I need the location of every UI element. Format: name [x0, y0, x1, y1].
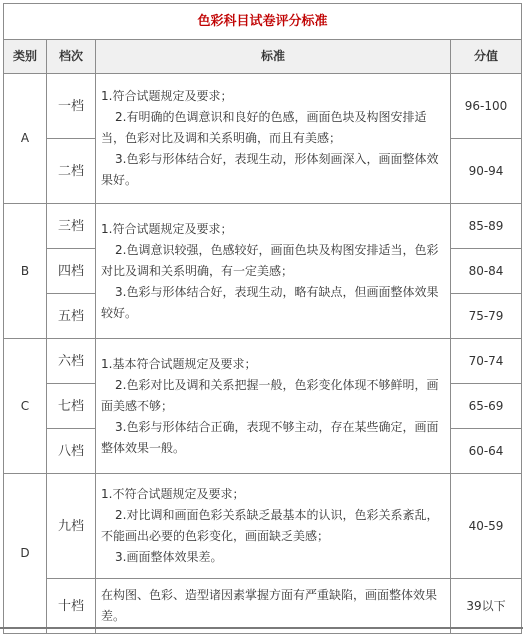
grade-cell: 七档 [47, 384, 96, 429]
table-row [4, 579, 522, 634]
score-cell: 65-69 [451, 384, 522, 429]
table-title: 色彩科目试卷评分标准 [4, 4, 522, 40]
table-row [4, 74, 522, 139]
score-cell: 40-59 [451, 474, 522, 579]
table-row [4, 474, 522, 579]
grade-cell: 三档 [47, 204, 96, 249]
standard-line: 1.符合试题规定及要求； [101, 89, 233, 103]
header-standard: 标准 [96, 40, 451, 74]
standard-line: 2.对比调和画面色彩关系缺乏最基本的认识，色彩关系紊乱，不能画出必要的色彩变化，画面缺乏美感； [101, 508, 439, 543]
score-cell: 60-64 [451, 429, 522, 474]
score-cell: 85-89 [451, 204, 522, 249]
standard-line: 2.有明确的色调意识和良好的色感，画面色块及构图安排适当，色彩对比及调和关系明确，而且有美感； [101, 110, 427, 145]
table-row [4, 339, 522, 384]
score-cell: 96-100 [451, 74, 522, 139]
standard-line: 1.符合试题规定及要求； [101, 221, 233, 236]
standard-line: 在构图、色彩、造型诸因素掌握方面有严重缺陷，画面整体效果差。 [101, 588, 438, 623]
standard-cell [96, 74, 451, 204]
grade-cell: 九档 [47, 474, 96, 579]
standard-cell [96, 204, 451, 339]
table-row [4, 204, 522, 249]
grade-cell: 十档 [47, 579, 96, 634]
score-cell: 90-94 [451, 139, 522, 204]
standard-line: 2.色调意识较强，色感较好，画面色块及构图安排适当，色彩对比及调和关系明确，有一定美感； [101, 242, 439, 278]
category-cell: A [4, 74, 47, 204]
score-cell: 80-84 [451, 249, 522, 294]
grade-cell: 六档 [47, 339, 96, 384]
standard-cell [96, 474, 451, 579]
header-row [4, 40, 522, 74]
grade-cell: 五档 [47, 294, 96, 339]
standard-line: 1.不符合试题规定及要求； [101, 487, 245, 501]
header-category: 类别 [4, 40, 47, 74]
standard-cell [96, 339, 451, 474]
score-cell: 39以下 [451, 579, 522, 634]
grade-cell: 八档 [47, 429, 96, 474]
scoring-table [3, 3, 522, 634]
score-cell: 75-79 [451, 294, 522, 339]
header-score: 分值 [451, 40, 522, 74]
standard-line: 2.色彩对比及调和关系把握一般，色彩变化体现不够鲜明，画面美感不够； [101, 377, 439, 413]
standard-cell [96, 579, 451, 634]
grade-cell: 一档 [47, 74, 96, 139]
standard-line: 3.色彩与形体结合好，表现生动，略有缺点，但画面整体效果较好。 [101, 284, 439, 320]
standard-line: 3.色彩与形体结合好，表现生动，形体刻画深入，画面整体效果好。 [101, 152, 439, 187]
category-cell: B [4, 204, 47, 339]
standard-line: 3.色彩与形体结合正确，表现不够主动，存在某些确定，画面整体效果一般。 [101, 419, 439, 455]
scoring-table-container [3, 3, 522, 634]
header-grade: 档次 [47, 40, 96, 74]
score-cell: 70-74 [451, 339, 522, 384]
category-cell: D [4, 474, 47, 634]
grade-cell: 四档 [47, 249, 96, 294]
category-cell: C [4, 339, 47, 474]
grade-cell: 二档 [47, 139, 96, 204]
standard-line: 3.画面整体效果差。 [115, 550, 223, 564]
standard-line: 1.基本符合试题规定及要求； [101, 356, 257, 371]
